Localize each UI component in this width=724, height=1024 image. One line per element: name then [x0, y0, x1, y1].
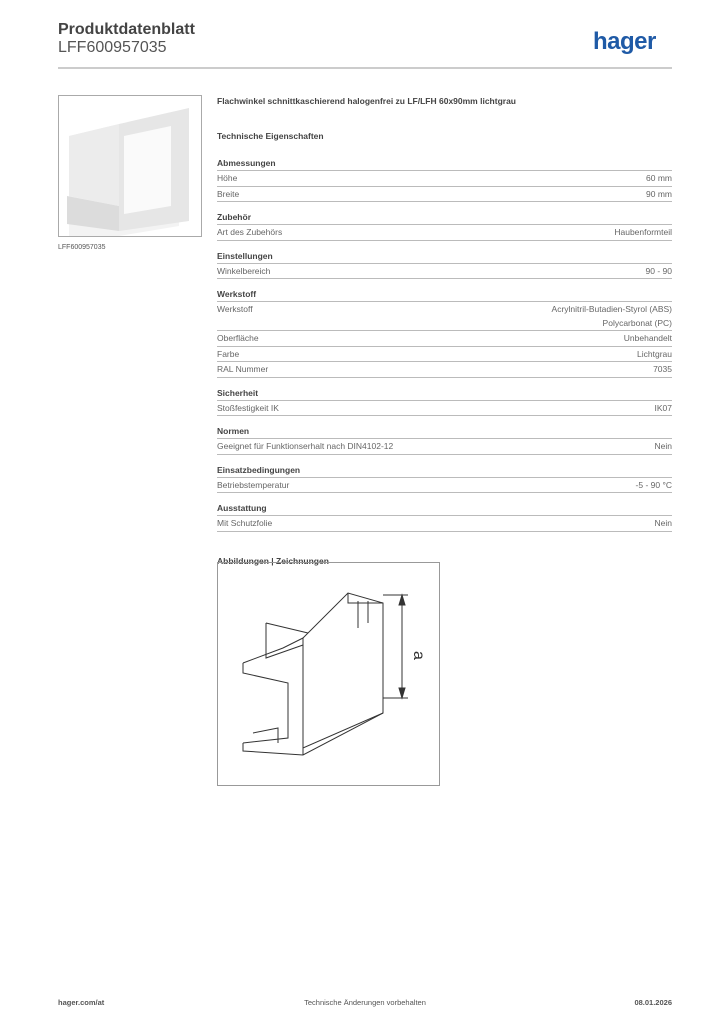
spec-row	[217, 171, 672, 187]
product-image	[58, 95, 202, 237]
spec-key: Art des Zubehörs	[217, 227, 283, 237]
spec-row	[217, 478, 672, 494]
footer-note: Technische Änderungen vorbehalten	[304, 998, 426, 1007]
spec-value: 90 mm	[646, 188, 672, 199]
spec-key: Höhe	[217, 173, 238, 183]
spec-value: Nein	[654, 441, 672, 451]
section-heading: Zubehör	[217, 211, 672, 225]
header-divider	[58, 67, 672, 69]
section-heading: Normen	[217, 425, 672, 439]
section-heading: Einsatzbedingungen	[217, 464, 672, 478]
hager-logo: hager	[593, 28, 656, 55]
spec-key: Mit Schutzfolie	[217, 518, 273, 528]
spec-column	[217, 96, 672, 566]
tech-heading: Technische Eigenschaften	[217, 131, 324, 141]
spec-row	[217, 439, 672, 455]
spec-value: Nein	[654, 518, 672, 528]
spec-row	[217, 331, 672, 347]
spec-value: IK07	[654, 402, 672, 413]
spec-value: 90 - 90	[645, 265, 672, 276]
spec-value: Lichtgrau	[637, 348, 672, 359]
spec-key: Werkstoff	[217, 304, 253, 314]
product-code: LFF600957035	[58, 39, 167, 56]
spec-row	[217, 347, 672, 363]
spec-sections	[217, 157, 672, 532]
section-heading: Sicherheit	[217, 387, 672, 401]
spec-row	[217, 187, 672, 203]
footer-website[interactable]: hager.com/at	[58, 998, 105, 1007]
spec-row	[217, 401, 672, 417]
spec-row	[217, 225, 672, 241]
drawings-heading: Abbildungen | Zeichnungen	[217, 555, 329, 566]
page-title: Produktdatenblatt	[58, 21, 195, 38]
spec-key: Farbe	[217, 348, 240, 359]
spec-key: Stoßfestigkeit IK	[217, 402, 279, 413]
spec-value: -5 - 90 °C	[635, 479, 672, 490]
spec-key: Betriebstemperatur	[217, 479, 290, 490]
spec-key: Geeignet für Funktionserhalt nach DIN4102-12	[217, 441, 394, 451]
spec-value: Haubenformteil	[614, 227, 672, 237]
section-heading: Ausstattung	[217, 502, 672, 516]
technical-drawing	[217, 562, 440, 786]
spec-value: Unbehandelt	[623, 333, 672, 343]
product-description: Flachwinkel schnittkaschierend halogenfrei zu LF/LFH 60x90mm lichtgrau	[217, 96, 516, 106]
spec-key: Breite	[217, 188, 240, 199]
spec-key: Winkelbereich	[217, 265, 271, 276]
spec-row	[217, 362, 672, 378]
section-heading: Einstellungen	[217, 250, 672, 264]
spec-row	[217, 302, 672, 331]
spec-value: 60 mm	[646, 173, 672, 183]
spec-row	[217, 264, 672, 280]
spec-key: Oberfläche	[217, 333, 259, 343]
footer-date: 08.01.2026	[634, 998, 672, 1007]
spec-key: RAL Nummer	[217, 364, 269, 374]
section-heading: Abmessungen	[217, 157, 672, 171]
section-heading: Werkstoff	[217, 288, 672, 302]
spec-row	[217, 516, 672, 532]
spec-value: 7035	[653, 364, 672, 374]
dimension-label: a	[410, 651, 427, 660]
image-caption: LFF600957035	[58, 244, 106, 251]
spec-value: Acrylnitril-Butadien-Styrol (ABS) Polycarbonat (PC)	[551, 304, 672, 328]
